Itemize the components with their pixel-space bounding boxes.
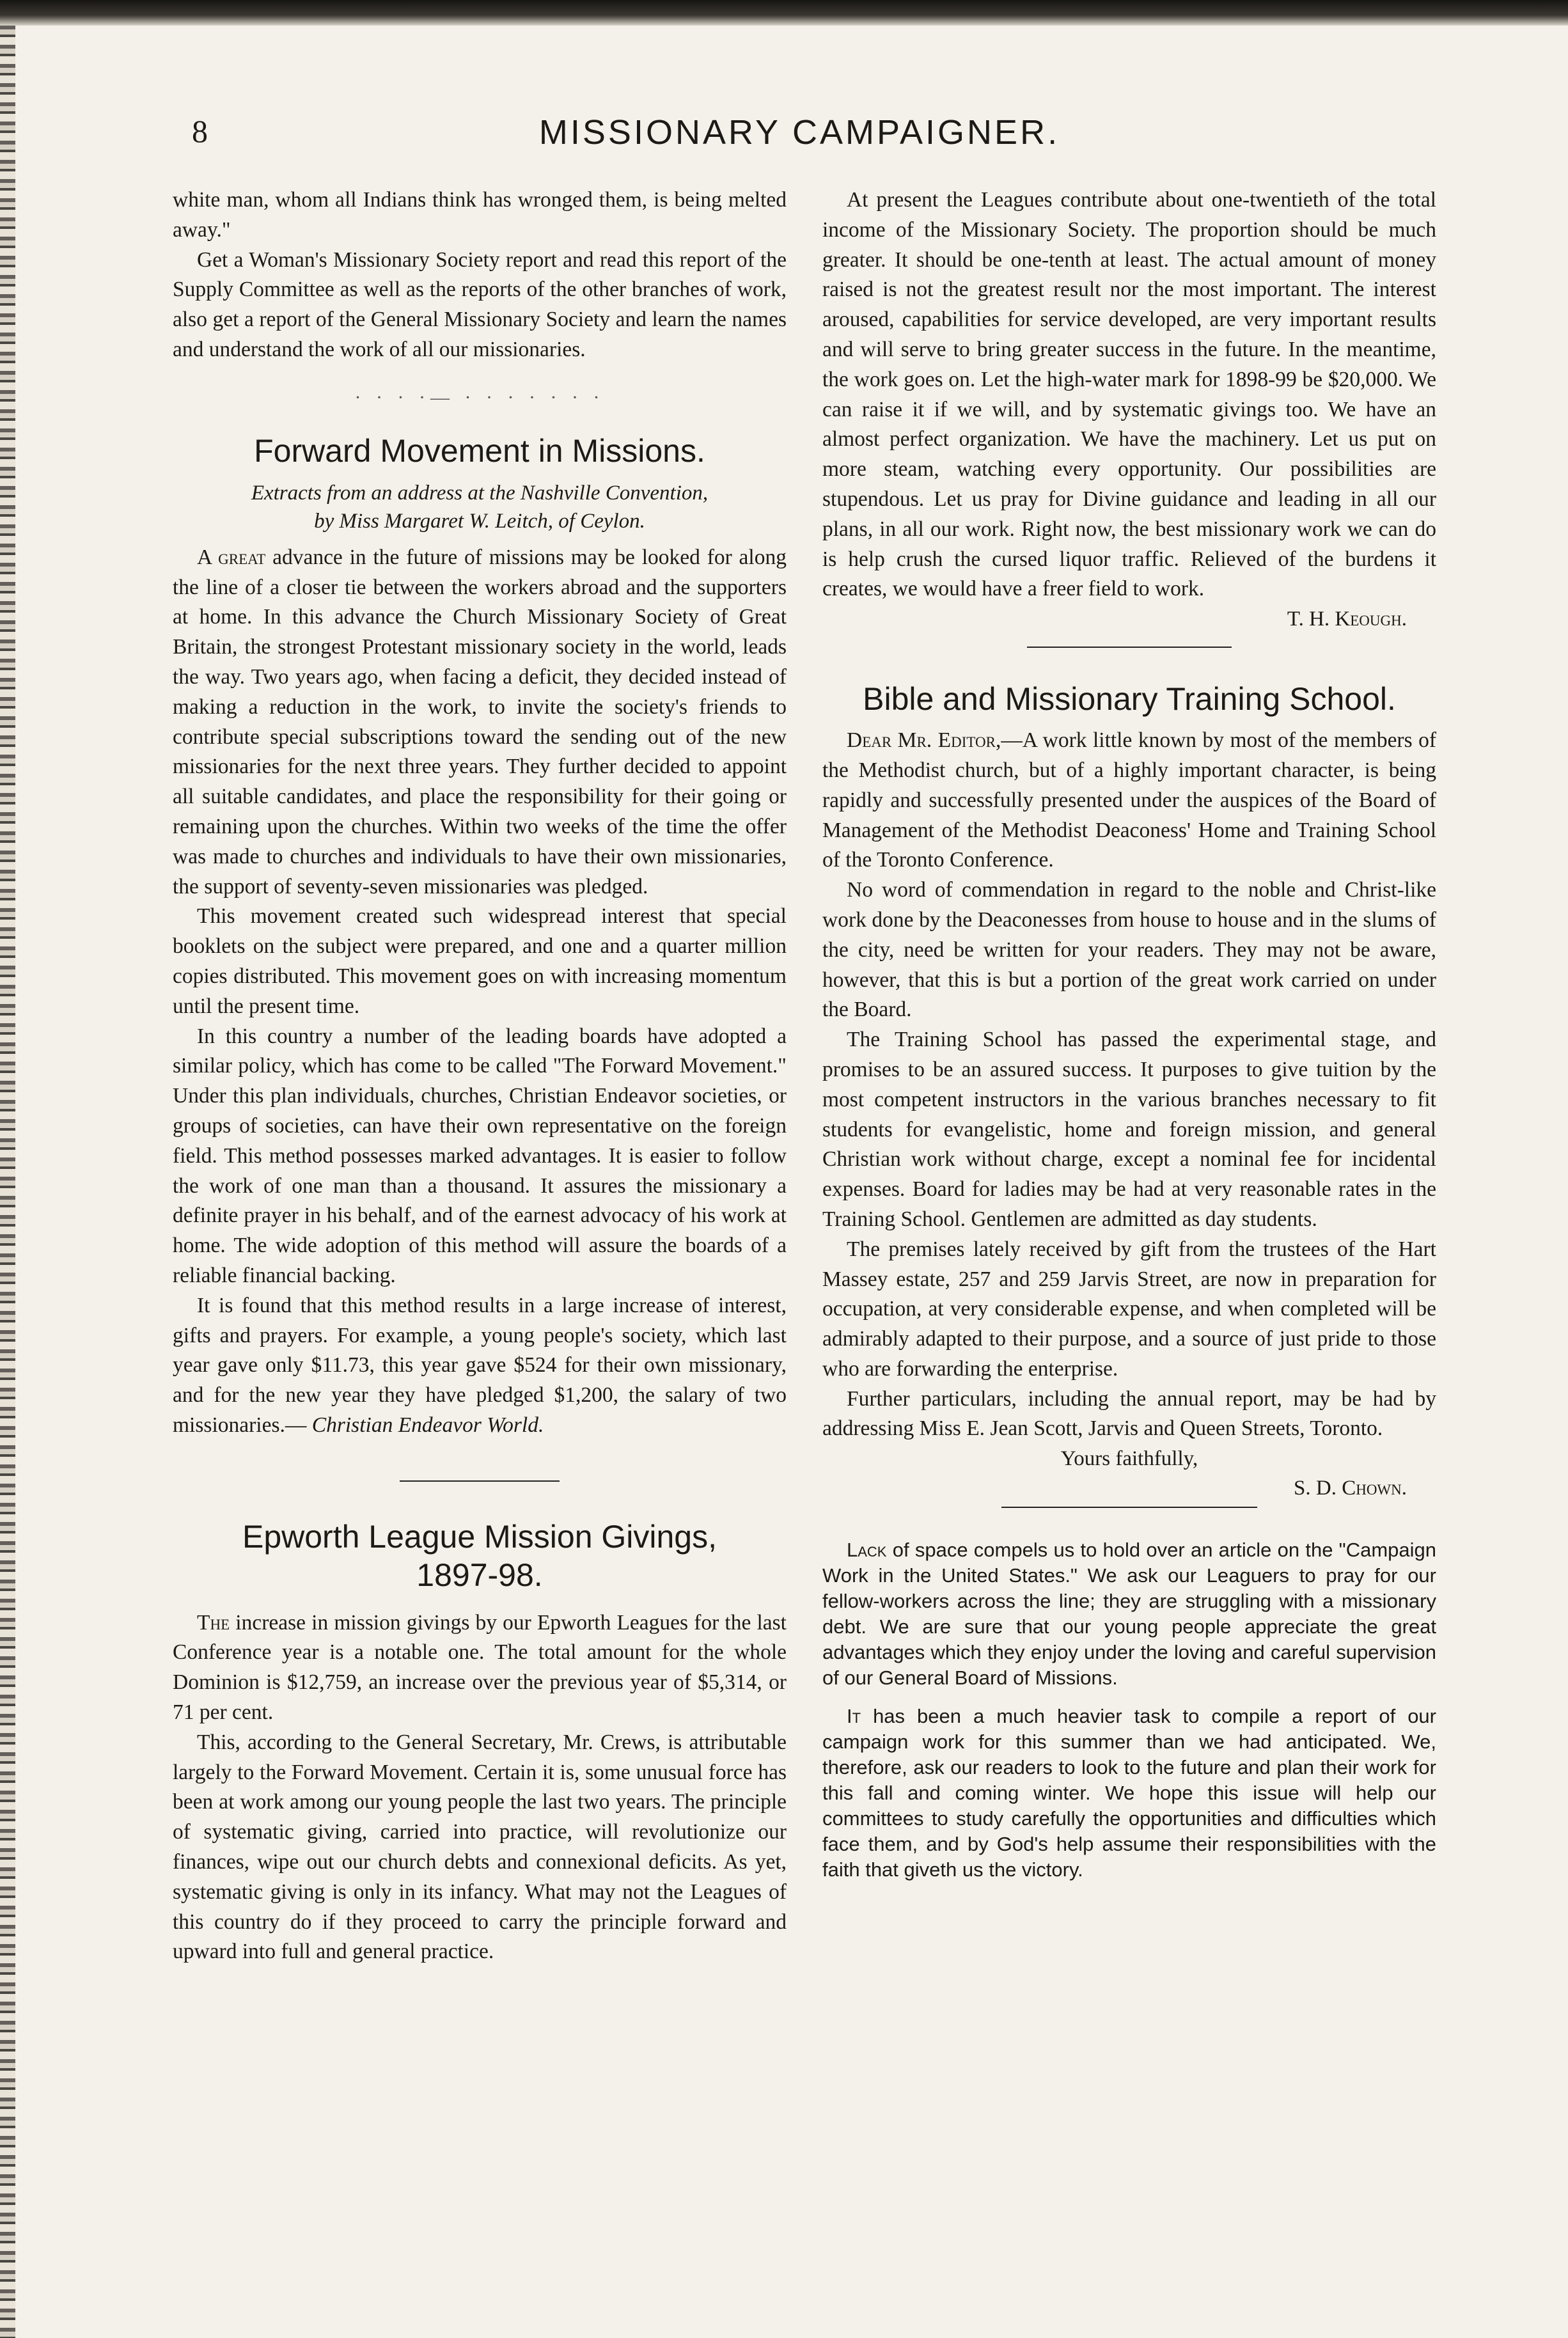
note-1 (822, 1537, 1436, 1691)
page-number: 8 (192, 113, 208, 149)
salutation: Dear Mr. Editor, (847, 728, 1001, 753)
bible-paragraph-3: The Training School has passed the experimental stage, and promises to be an assured success. It purposes to give tuition by the most competent instructors in the various branches necessary to fit students for evangelistic, home and foreign mission, and general Christian work without charge, except a nominal fee for incidental expenses. Board for ladies may be had at very reasonable rates in the Training School. Gentlemen are admitted as day students. (822, 1028, 1436, 1231)
dropword: It (847, 1705, 861, 1728)
forward-paragraph-4-text: It is found that this method results in a large increase of interest, gifts and prayers. For example, a young people's society, which last year gave only $11.73, this year gave $524 for their own missionary, and for the new year they have pledged $1,200, the salary of two missionaries.— (173, 1293, 787, 1437)
epworth-title-line-1: Epworth League Mission Givings, (242, 1518, 717, 1555)
epworth-paragraph-2: This, according to the General Secretary, Mr. Crews, is attributable largely to the Forward Movement. Certain it is, some unusual force has been at work among our young people the last two years. The principle of systematic giving, carried into practice, will revolutionize our finances, wipe out our church debts and connexional deficits. As yet, systematic giving is only in its infancy. What may not the Leagues of this country do if they proceed to carry the principle forward and upward into full and general practice. (173, 1730, 787, 1964)
section-rule (400, 1480, 560, 1482)
epworth-paragraph-1 (173, 1608, 787, 1728)
bible-paragraph-2: No word of commendation in regard to the noble and Christ-like work done by the Deaconesses from house to house and in the slums of the city, need be written for your readers. They may not be aware, however, that this is but a portion of the great work carried on under the Board. (822, 878, 1436, 1022)
continuation-paragraph: At present the Leagues contribute about one-twentieth of the total income of the Missionary Society. The proportion should be much greater. It should be one-tenth at least. The actual amount of money raised is not the greatest result nor the most important. The interest aroused, capabilities for service developed, are very important results and will serve to bring greater success in the future. In the meantime, the work goes on. Let the high-water mark for 1898-99 be $20,000. We can raise it if we will, and by systematic givings too. We have an almost perfect organization. We have the machinery. Let us put on more steam, watching every opportunity. Our possibilities are stupendous. Let us pray for Divine guidance and leading in all our plans, in all our work. Right now, the best missionary work we can do is help crush the cursed liquor traffic. Relieved of the burdens it creates, we would have a freer field to work. (822, 188, 1436, 601)
byline-line-1: Extracts from an address at the Nashville Convention, (251, 481, 709, 505)
running-title: MISSIONARY CAMPAIGNER. (538, 113, 1060, 152)
forward-movement-title: Forward Movement in Missions. (254, 432, 705, 469)
forward-paragraph-4 (173, 1291, 787, 1441)
dropword: The (197, 1610, 230, 1635)
signature-chown: S. D. Chown. (1294, 1477, 1407, 1500)
forward-paragraph-1-text: advance in the future of missions may be looked for along the line of a closer tie between the workers abroad and the supporters at home. In this advance the Church Missionary Society of Great Britain, the strongest Protestant missionary society in the world, leads the way. Two years ago, when facing a deficit, they decided instead of making a reduction in the work, to invite the society's friends to contribute special subscriptions toward the sending out of the new missionaries for the next three years. They further decided to appoint all suitable candidates, and place the responsibility for their going or remaining upon the churches. Within two weeks of the time the offer was made to churches and individuals to have their own missionaries, the support of seventy-seven missionaries was pledged. (173, 545, 787, 898)
note-2-text: has been a much heavier task to compile a report of our campaign work for this summer than we had anticipated. We, therefore, ask our readers to look to the future and plan their work for this fall and coming winter. We hope this issue will help our committees to study carefully the opportunities and difficulties which face them, and by God's help assume their responsibilities with the faith that giveth us the victory. (822, 1705, 1436, 1881)
note-2 (822, 1704, 1436, 1883)
section-rule (1001, 1507, 1257, 1508)
scan-binding-edge (0, 26, 15, 2338)
bible-paragraph-4: The premises lately received by gift from the trustees of the Hart Massey estate, 257 and 259 Jarvis Street, are now in preparation for occupation, at very considerable expense, and when completed will be admirably adapted to their purpose, and a source of just pride to those who are forwarding the enterprise. (822, 1237, 1436, 1381)
forward-paragraph-1 (173, 543, 787, 902)
left-column (173, 185, 787, 1967)
closing: Yours faithfully, (1060, 1447, 1198, 1471)
note-1-text: of space compels us to hold over an article on the "Campaign Work in the United States." We ask our Leaguers to pray for our fellow-workers across the line; they are struggling with a missionary debt. We are sure that our young people appreciate the great advantages which they enjoy under the loving and careful supervision of our General Board of Missions. (822, 1539, 1436, 1690)
dropword: A great (197, 545, 266, 569)
page-header (160, 113, 1439, 170)
section-divider: · · · ·— · · · · · · · (354, 386, 605, 408)
source-credit: Christian Endeavor World. (311, 1413, 544, 1437)
bible-school-title: Bible and Missionary Training School. (863, 681, 1396, 718)
bible-paragraph-1-text: —A work little known by most of the members of the Methodist church, but of a highly important character, is being rapidly and successfully presented under the auspices of the Board of Management of the Methodist Deaconess' Home and Training School of the Toronto Conference. (822, 728, 1436, 872)
epworth-title-line-2: 1897-98. (416, 1557, 543, 1593)
byline-line-2: by Miss Margaret W. Leitch, of Ceylon. (314, 509, 645, 533)
signature-keough: T. H. Keough. (1287, 608, 1407, 631)
section-rule (1027, 647, 1232, 648)
epworth-paragraph-1-text: increase in mission givings by our Epworth Leagues for the last Conference year is a notable one. The total amount for the whole Dominion is $12,759, an increase over the previous year of $5,314, or 71 per cent. (173, 1610, 787, 1725)
opening-paragraph-1: white man, whom all Indians think has wronged them, is being melted away." (173, 188, 787, 242)
scan-top-edge (0, 0, 1568, 26)
bible-paragraph-1 (822, 726, 1436, 875)
forward-movement-byline (173, 479, 787, 535)
forward-paragraph-3: In this country a number of the leading boards have adopted a similar policy, which has come to be called "The Forward Movement." Under this plan individuals, churches, Christian Endeavor societies, or groups of societies, can have their own representative on the foreign field. This method possesses marked advantages. It is easier to follow the work of one man than a thousand. It assures the missionary a definite prayer in his behalf, and of the earnest advocacy of his work at home. The wide adoption of this method will assure the boards of a reliable financial backing. (173, 1024, 787, 1287)
dropword: Lack (847, 1539, 887, 1562)
forward-paragraph-2: This movement created such widespread interest that special booklets on the subject were prepared, and one and a quarter million copies distributed. This movement goes on with increasing momentum until the present time. (173, 904, 787, 1018)
bible-paragraph-5: Further particulars, including the annual report, may be had by addressing Miss E. Jean Scott, Jarvis and Queen Streets, Toronto. (822, 1386, 1436, 1441)
right-column (822, 185, 1436, 1883)
editorial-notes (822, 1537, 1436, 1883)
opening-paragraph-2: Get a Woman's Missionary Society report and read this report of the Supply Committee as well as the reports of the other branches of work, also get a report of the General Missionary Society and learn the names and understand the work of all our missionaries. (173, 247, 787, 361)
